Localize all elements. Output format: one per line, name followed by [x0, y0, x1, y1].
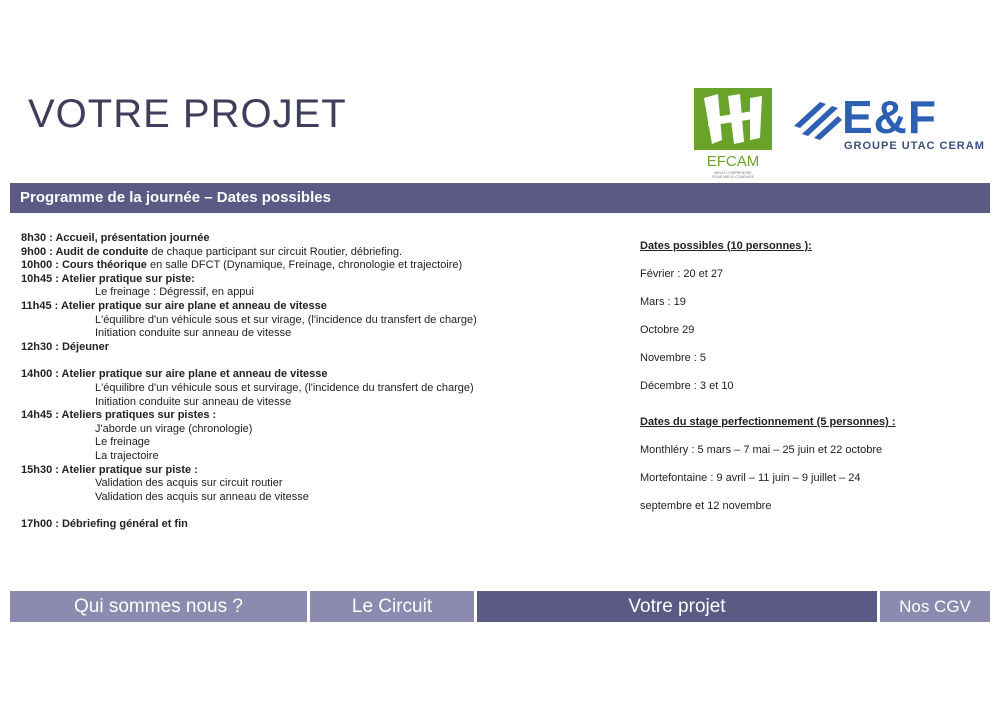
- ef-logo-subtitle: GROUPE UTAC CERAM: [844, 140, 985, 152]
- stage-dates-heading: Dates du stage perfectionnement (5 personnes) :: [640, 416, 896, 428]
- schedule-subitem: Initiation conduite sur anneau de vitesse: [95, 395, 292, 408]
- nav-qui-sommes-nous[interactable]: Qui sommes nous ?: [10, 591, 307, 622]
- schedule-entry: [21, 464, 621, 478]
- schedule-time: 17h00 : Débriefing général et fin: [21, 518, 188, 531]
- schedule-entry: [21, 259, 621, 273]
- schedule-entry: [21, 300, 621, 314]
- schedule-subitem: Validation des acquis sur anneau de vitesse: [95, 490, 309, 503]
- nav-le-circuit[interactable]: Le Circuit: [310, 591, 474, 622]
- svg-text:MIEUX COMPRENDRE: MIEUX COMPRENDRE: [714, 171, 752, 175]
- nav-votre-projet[interactable]: Votre projet: [477, 591, 877, 622]
- schedule-time: 8h30 : Accueil, présentation journée: [21, 232, 210, 244]
- possible-date: Novembre : 5: [640, 352, 707, 364]
- possible-dates-list: [640, 268, 980, 393]
- schedule-entry: [21, 409, 621, 423]
- schedule-time: 14h45 : Ateliers pratiques sur pistes :: [21, 409, 217, 422]
- dates-panel: [640, 240, 980, 528]
- schedule-subitem: L'équilibre d'un véhicule sous et survirage, (l'incidence du transfert de charge): [95, 381, 474, 394]
- schedule-description: de chaque participant sur circuit Routier, débriefing.: [148, 245, 403, 258]
- possible-date: Octobre 29: [640, 324, 695, 336]
- schedule-time: 10h00 : Cours théorique: [21, 259, 147, 272]
- schedule-subitem: Initiation conduite sur anneau de vitesse: [95, 327, 292, 340]
- schedule-subitem: L'équilibre d'un véhicule sous et sur virage, (l'incidence du transfert de charge): [95, 313, 477, 326]
- svg-text:POUR MIEUX CONDUIRE: POUR MIEUX CONDUIRE: [712, 175, 754, 179]
- stage-dates-line: Monthléry : 5 mars – 7 mai – 25 juin et 22 octobre: [640, 444, 883, 456]
- page-title: VOTRE PROJET: [28, 92, 347, 136]
- schedule-entry: [21, 518, 621, 532]
- schedule-entry: [21, 368, 621, 382]
- schedule-subitem: Validation des acquis sur circuit routier: [95, 477, 283, 490]
- stage-dates-line: septembre et 12 novembre: [640, 500, 772, 512]
- schedule-subitem: La trajectoire: [95, 449, 159, 462]
- ef-logo: [790, 91, 990, 156]
- schedule-time: 9h00 : Audit de conduite: [21, 245, 149, 258]
- schedule-entry: [21, 341, 621, 355]
- schedule-entry: [21, 246, 621, 260]
- stage-dates-line: Mortefontaine : 9 avril – 11 juin – 9 juillet – 24: [640, 472, 861, 484]
- nav-nos-cgv[interactable]: Nos CGV: [880, 591, 990, 622]
- schedule-entry: [21, 232, 621, 246]
- ef-logo-text: E&F: [842, 91, 937, 143]
- schedule-time: 11h45 : Atelier pratique sur aire plane et anneau de vitesse: [21, 299, 327, 312]
- possible-dates-heading: Dates possibles (10 personnes ):: [640, 240, 812, 252]
- possible-date: Décembre : 3 et 10: [640, 380, 734, 392]
- possible-date: Février : 20 et 27: [640, 268, 724, 280]
- schedule-time: 10h45 : Atelier pratique sur piste:: [21, 272, 195, 285]
- efcam-logo: [694, 88, 772, 180]
- schedule-time: 12h30 : Déjeuner: [21, 340, 110, 353]
- svg-text:EFCAM: EFCAM: [706, 153, 760, 170]
- schedule-subitem: Le freinage : Dégressif, en appui: [95, 286, 254, 299]
- schedule-entry: [21, 273, 621, 287]
- schedule-subitem: J'aborde un virage (chronologie): [95, 422, 253, 435]
- schedule: [21, 232, 621, 532]
- schedule-time: 14h00 : Atelier pratique sur aire plane et anneau de vitesse: [21, 368, 328, 381]
- possible-date: Mars : 19: [640, 296, 686, 308]
- schedule-subitem: Le freinage: [95, 436, 151, 449]
- schedule-description: en salle DFCT (Dynamique, Freinage, chronologie et trajectoire): [146, 259, 463, 272]
- schedule-time: 15h30 : Atelier pratique sur piste :: [21, 463, 198, 476]
- section-title-bar: Programme de la journée – Dates possibles: [10, 183, 990, 213]
